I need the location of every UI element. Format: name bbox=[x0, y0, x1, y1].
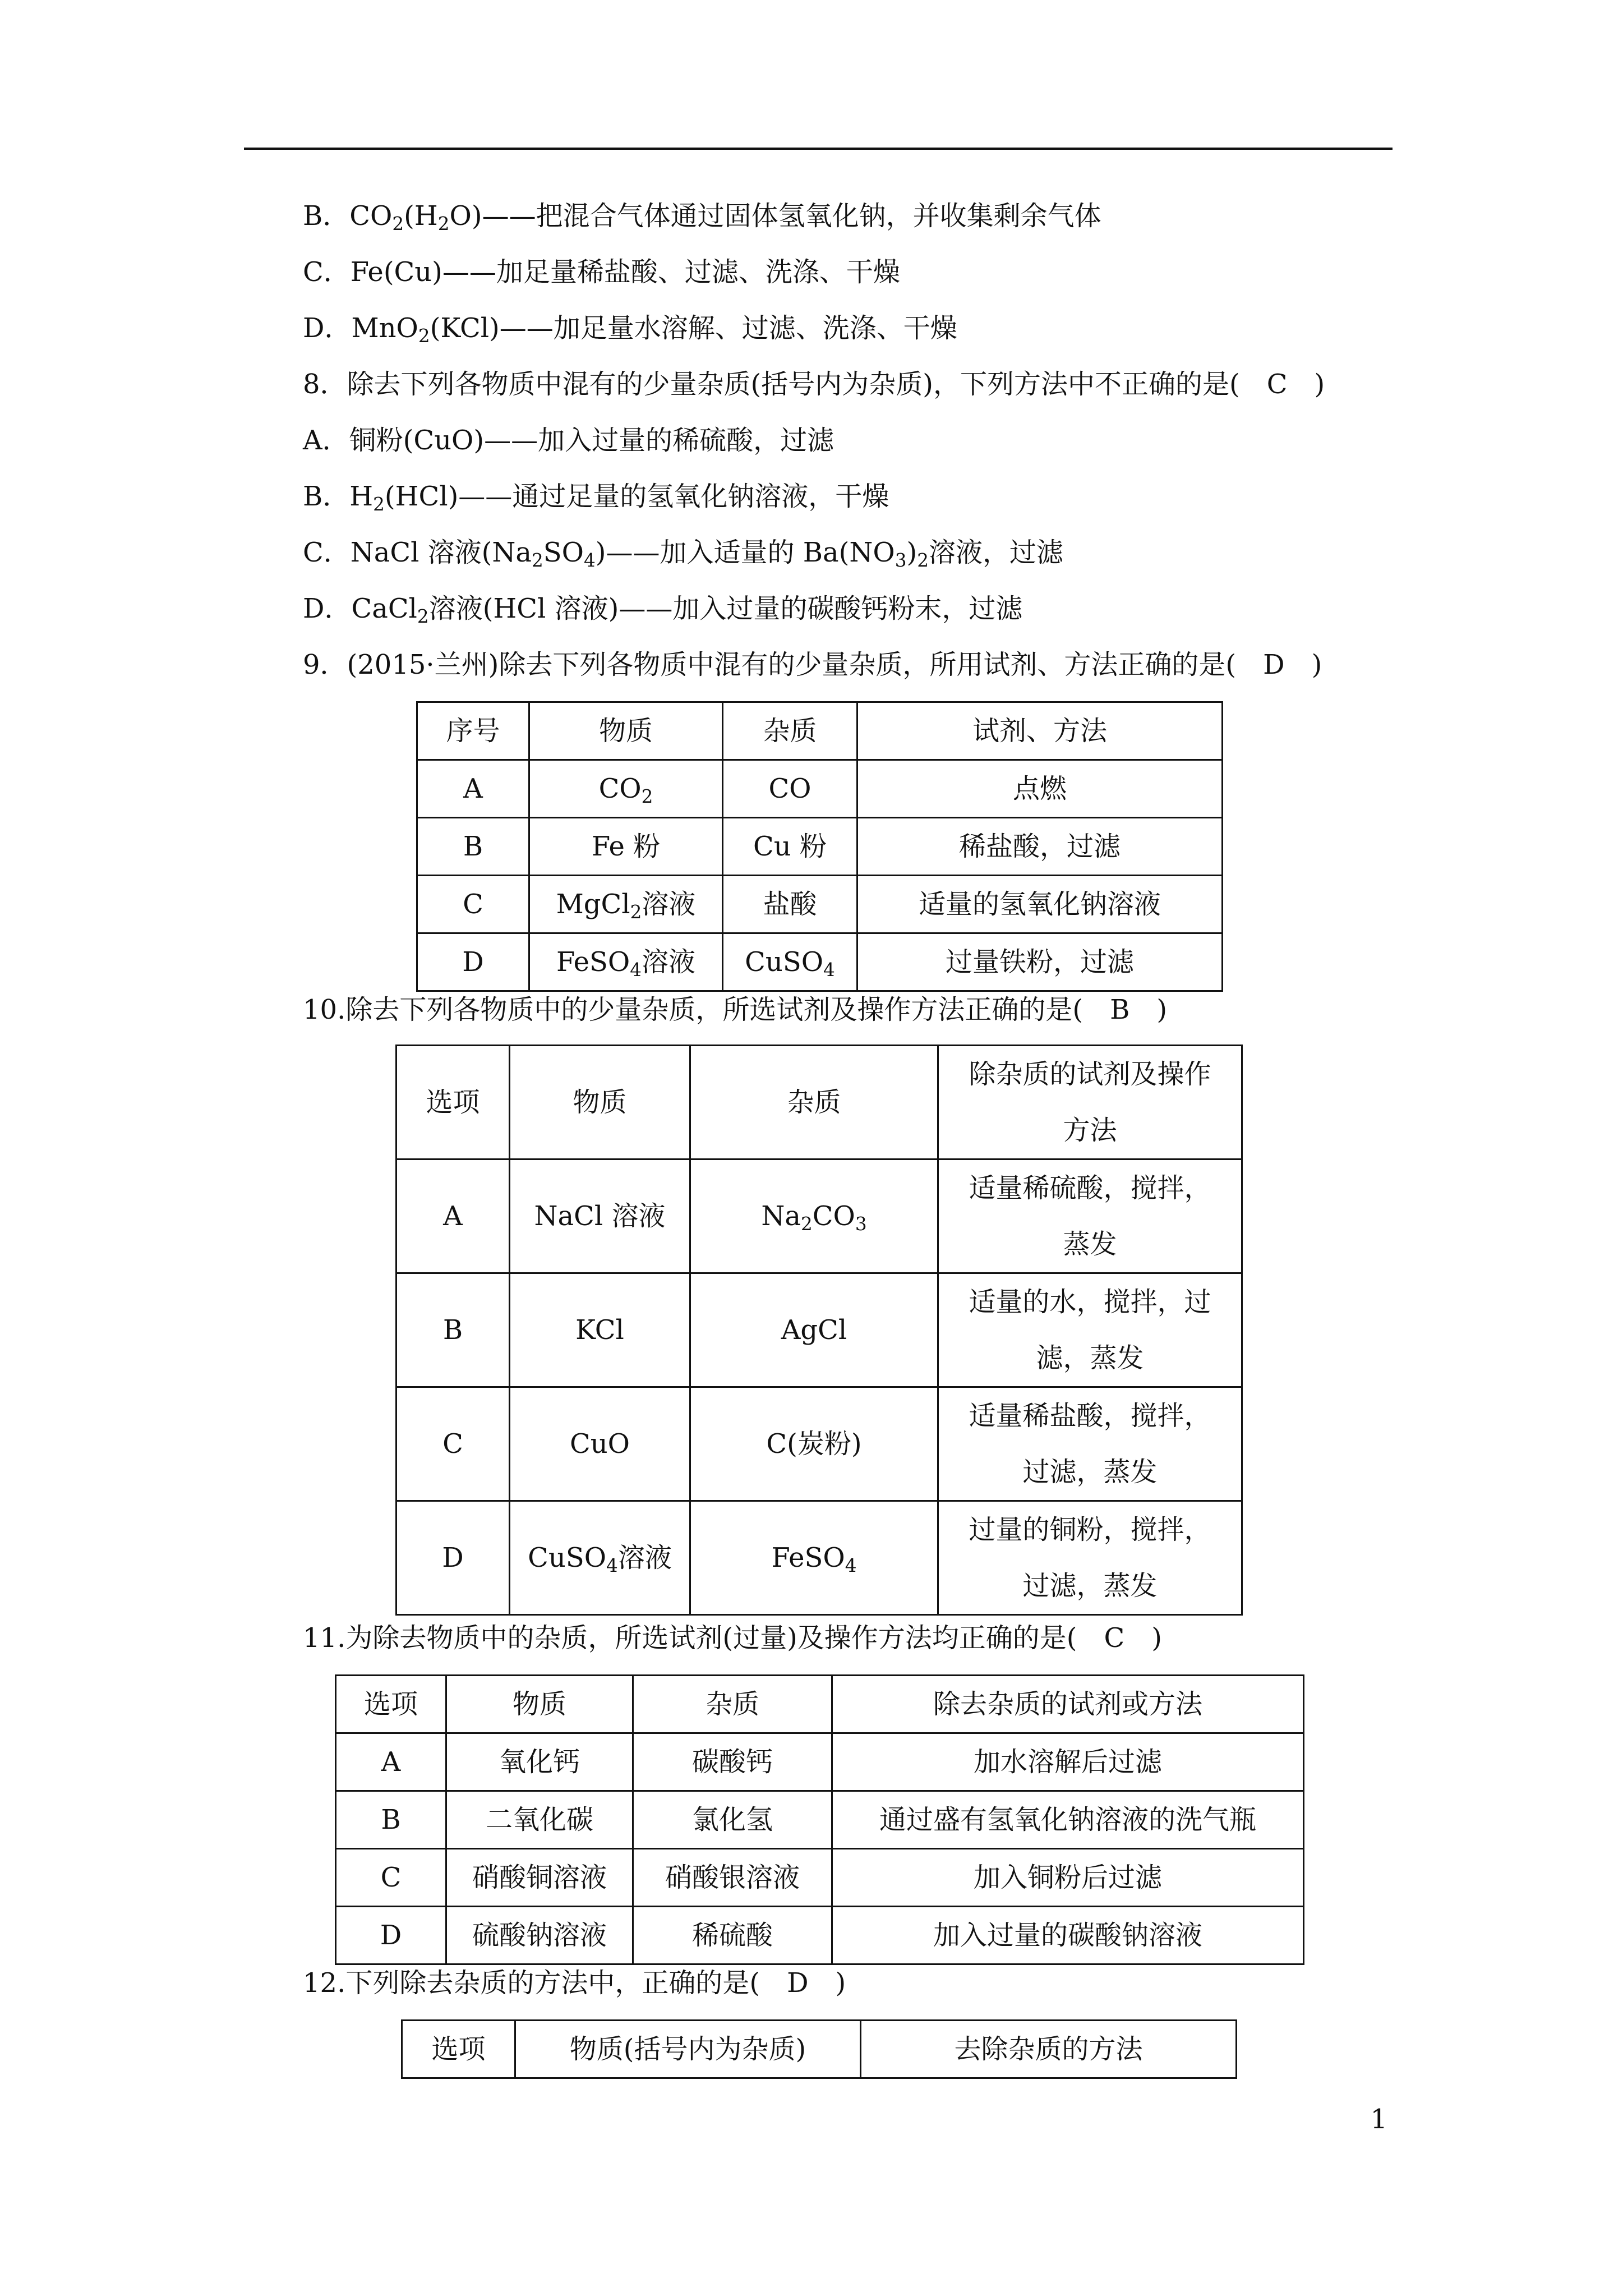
table-header-row bbox=[336, 1676, 1304, 1733]
table-cell: C bbox=[396, 1387, 510, 1501]
table-cell: 稀硫酸 bbox=[633, 1907, 832, 1964]
table-row bbox=[396, 1387, 1242, 1501]
q8-option-b: B．$H_2(HCl)——$通过足量的氢氧化钠溶液，干燥 bbox=[303, 481, 889, 516]
table-cell: 加入过量的碳酸钠溶液 bbox=[832, 1907, 1304, 1964]
q9-table bbox=[416, 701, 1223, 992]
table-header-cell: 除去杂质的试剂或方法 bbox=[832, 1676, 1304, 1733]
table-cell: A bbox=[336, 1733, 446, 1791]
q8-option-c: C．NaCl 溶液$(Na_2SO_4)——$加入适量的 $Ba(NO_3)_2$溶液，过滤 bbox=[303, 537, 1064, 572]
table-row bbox=[336, 1849, 1304, 1907]
table-header-cell: 选项 bbox=[336, 1676, 446, 1733]
q11-table bbox=[335, 1674, 1304, 1965]
table-cell: 氧化钙 bbox=[446, 1733, 633, 1791]
table-cell: Cu 粉 bbox=[723, 818, 857, 876]
table-cell: 加入铜粉后过滤 bbox=[832, 1849, 1304, 1907]
table-row bbox=[336, 1791, 1304, 1849]
table-header-cell: 试剂、方法 bbox=[857, 702, 1223, 760]
table-header-cell: 选项 bbox=[396, 1046, 510, 1159]
table-row bbox=[396, 1273, 1242, 1387]
table-cell: CuO bbox=[510, 1387, 690, 1501]
table-header-cell: 物质 bbox=[510, 1046, 690, 1159]
table-cell: C(炭粉) bbox=[690, 1387, 938, 1501]
table-cell: D bbox=[417, 933, 529, 991]
table-row bbox=[417, 876, 1223, 933]
table-cell: $CO_2$ bbox=[529, 760, 723, 818]
table-header-cell: 去除杂质的方法 bbox=[861, 2021, 1237, 2078]
table-header-cell: 杂质 bbox=[633, 1676, 832, 1733]
table-cell: C bbox=[417, 876, 529, 933]
table-header-cell: 序号 bbox=[417, 702, 529, 760]
table-cell: A bbox=[396, 1159, 510, 1273]
table-row bbox=[336, 1907, 1304, 1964]
q8-stem: 8．除去下列各物质中混有的少量杂质(括号内为杂质)，下列方法中不正确的是( C ) bbox=[303, 369, 1325, 400]
table-cell: Fe 粉 bbox=[529, 818, 723, 876]
table-cell: A bbox=[417, 760, 529, 818]
table-cell: FeSO$_4$溶液 bbox=[529, 933, 723, 991]
table-cell: CuSO$_4$ bbox=[723, 933, 857, 991]
table-cell: B bbox=[417, 818, 529, 876]
table-row bbox=[417, 818, 1223, 876]
table-cell: FeSO$_4$ bbox=[690, 1501, 938, 1615]
q12-stem: 12.下列除去杂质的方法中，正确的是( D ) bbox=[303, 1967, 846, 1999]
table-cell: D bbox=[336, 1907, 446, 1964]
table-cell: 碳酸钙 bbox=[633, 1733, 832, 1791]
q8-option-a: A．铜粉(CuO)——加入过量的稀硫酸，过滤 bbox=[303, 425, 834, 456]
table-cell: 过量铁粉，过滤 bbox=[857, 933, 1223, 991]
header-rule bbox=[244, 148, 1393, 150]
table-row bbox=[396, 1159, 1242, 1273]
table-header-cell: 杂质 bbox=[723, 702, 857, 760]
table-header-cell: 物质 bbox=[529, 702, 723, 760]
table-header-row bbox=[396, 1046, 1242, 1159]
table-cell: MgCl$_2$溶液 bbox=[529, 876, 723, 933]
table-cell: 适量稀硫酸，搅拌， 蒸发 bbox=[938, 1159, 1242, 1273]
table-cell: 适量的氢氧化钠溶液 bbox=[857, 876, 1223, 933]
table-header-cell: 物质 bbox=[446, 1676, 633, 1733]
table-cell: $Na_2CO_3$ bbox=[690, 1159, 938, 1273]
table-cell: 硫酸钠溶液 bbox=[446, 1907, 633, 1964]
table-cell: 盐酸 bbox=[723, 876, 857, 933]
q10-table bbox=[395, 1045, 1243, 1616]
page-number: 1 bbox=[1370, 2104, 1387, 2135]
table-header-row bbox=[402, 2021, 1237, 2078]
q11-stem: 11.为除去物质中的杂质，所选试剂(过量)及操作方法均正确的是( C ) bbox=[303, 1622, 1162, 1654]
table-cell: AgCl bbox=[690, 1273, 938, 1387]
table-cell: C bbox=[336, 1849, 446, 1907]
table-cell: 适量稀盐酸，搅拌， 过滤，蒸发 bbox=[938, 1387, 1242, 1501]
table-row bbox=[336, 1733, 1304, 1791]
table-cell: 适量的水，搅拌，过 滤，蒸发 bbox=[938, 1273, 1242, 1387]
table-cell: 硝酸银溶液 bbox=[633, 1849, 832, 1907]
table-cell: 过量的铜粉，搅拌， 过滤，蒸发 bbox=[938, 1501, 1242, 1615]
table-row bbox=[417, 933, 1223, 991]
table-cell: 稀盐酸，过滤 bbox=[857, 818, 1223, 876]
table-header-cell: 物质(括号内为杂质) bbox=[515, 2021, 861, 2078]
q8-option-d: D．CaCl$_2$溶液(HCl 溶液)——加入过量的碳酸钙粉末，过滤 bbox=[303, 593, 1023, 628]
q9-stem: 9．(2015·兰州)除去下列各物质中混有的少量杂质，所用试剂、方法正确的是( D ) bbox=[303, 649, 1322, 680]
table-header-cell: 选项 bbox=[402, 2021, 515, 2078]
table-cell: NaCl 溶液 bbox=[510, 1159, 690, 1273]
table-cell: CO bbox=[723, 760, 857, 818]
table-cell: B bbox=[336, 1791, 446, 1849]
table-header-row bbox=[417, 702, 1223, 760]
table-cell: 通过盛有氢氧化钠溶液的洗气瓶 bbox=[832, 1791, 1304, 1849]
q7-option-c: C．Fe(Cu)——加足量稀盐酸、过滤、洗涤、干燥 bbox=[303, 256, 900, 288]
table-cell: B bbox=[396, 1273, 510, 1387]
q7-option-b: B．$CO_2(H_2O)——$把混合气体通过固体氢氧化钠，并收集剩余气体 bbox=[303, 200, 1101, 235]
table-row bbox=[417, 760, 1223, 818]
table-header-cell: 杂质 bbox=[690, 1046, 938, 1159]
q7-option-d: D．MnO$_2$(KCl)——加足量水溶解、过滤、洗涤、干燥 bbox=[303, 312, 957, 347]
q12-table bbox=[401, 2019, 1237, 2079]
table-cell: 硝酸铜溶液 bbox=[446, 1849, 633, 1907]
table-cell: 氯化氢 bbox=[633, 1791, 832, 1849]
table-header-cell: 除杂质的试剂及操作 方法 bbox=[938, 1046, 1242, 1159]
table-cell: KCl bbox=[510, 1273, 690, 1387]
table-cell: CuSO$_4$溶液 bbox=[510, 1501, 690, 1615]
table-cell: 加水溶解后过滤 bbox=[832, 1733, 1304, 1791]
table-cell: 二氧化碳 bbox=[446, 1791, 633, 1849]
q10-stem: 10.除去下列各物质中的少量杂质，所选试剂及操作方法正确的是( B ) bbox=[303, 994, 1168, 1025]
table-row bbox=[396, 1501, 1242, 1615]
table-cell: D bbox=[396, 1501, 510, 1615]
table-cell: 点燃 bbox=[857, 760, 1223, 818]
